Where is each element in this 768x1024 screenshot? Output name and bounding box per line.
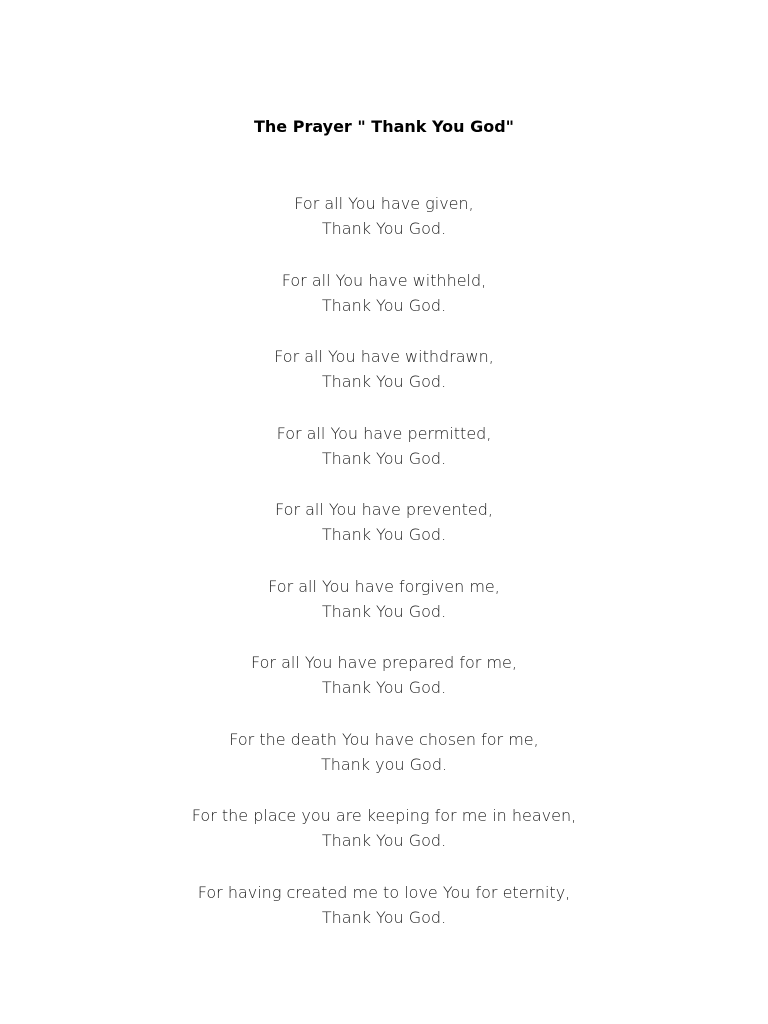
stanza-line: For all You have permitted,	[276, 423, 492, 443]
stanza-4	[0, 421, 768, 498]
stanza-line: For all You have prevented,	[275, 500, 493, 519]
stanza-refrain: Thank You God.	[321, 219, 447, 238]
stanza-8	[0, 727, 768, 804]
stanza-refrain: Thank You God.	[321, 372, 447, 391]
stanza-refrain: Thank You God.	[321, 678, 447, 697]
prayer-body	[0, 191, 768, 956]
stanza-line: For the death You have chosen for me,	[229, 729, 539, 749]
stanza-7	[0, 650, 768, 727]
stanza-3	[0, 344, 768, 421]
stanza-refrain: Thank You God.	[321, 601, 447, 621]
stanza-line: For the place you are keeping for me in heaven,	[191, 806, 577, 825]
stanza-1	[0, 191, 768, 268]
stanza-refrain: Thank You God.	[321, 295, 447, 315]
stanza-line: For all You have prepared for me,	[251, 653, 517, 672]
stanza-refrain: Thank You God.	[321, 448, 447, 468]
stanza-9	[0, 803, 768, 880]
stanza-refrain: Thank You God.	[321, 907, 447, 927]
stanza-refrain: Thank You God.	[321, 525, 447, 544]
stanza-line: For all You have given,	[294, 194, 474, 213]
stanza-5	[0, 497, 768, 574]
stanza-2	[0, 268, 768, 345]
stanza-refrain: Thank You God.	[321, 831, 447, 850]
stanza-line: For all You have forgiven me,	[268, 576, 500, 596]
stanza-line: For all You have withdrawn,	[274, 347, 494, 366]
stanza-line: For having created me to love You for eternity,	[197, 882, 571, 902]
stanza-line: For all You have withheld,	[281, 270, 487, 290]
stanza-10	[0, 880, 768, 957]
page-title: The Prayer " Thank You God"	[254, 117, 514, 136]
stanza-refrain: Thank you God.	[320, 754, 448, 774]
stanza-6	[0, 574, 768, 651]
